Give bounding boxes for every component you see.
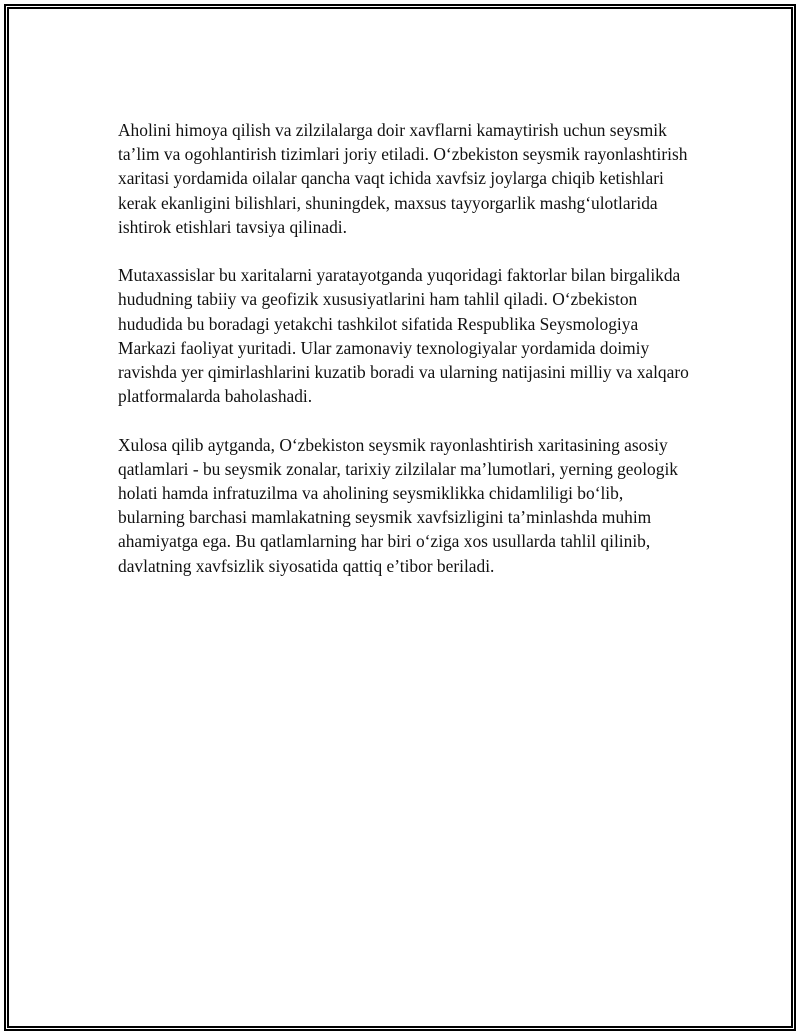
paragraph-3: Xulosa qilib aytganda, O‘zbekiston seysmik rayonlashtirish xaritasining asosiy qatlamlari - bu seysmik zonalar, tarixiy zilzilalar ma’lumotlari, yerning geologik holati hamda infratuzilma va aholining seysmiklikka chidamliligi bo‘lib, bularning barchasi mamlakatning seysmik xavfsizligini ta’minlashda muhim ahamiyatga ega. Bu qatlamlarning har biri o‘ziga xos usullarda tahlil qilinib, davlatning xavfsizlik siyosatida qattiq e’tibor beriladi. (118, 434, 678, 576)
document-body (118, 118, 693, 602)
paragraph-1: Aholini himoya qilish va zilzilalarga doir xavflarni kamaytirish uchun seysmik ta’lim va ogohlantirish tizimlari joriy etiladi. O‘zbekiston seysmik rayonlashtirish xaritasi yordamida oilalar qancha vaqt ichida xavfsiz joylarga chiqib ketishlari kerak ekanligini bilishlari, shuningdek, maxsus tayyorgarlik mashg‘ulotlarida ishtirok etishlari tavsiya qilinadi. (118, 120, 688, 237)
paragraph-2: Mutaxassislar bu xaritalarni yaratayotganda yuqoridagi faktorlar bilan birgalikda hududning tabiiy va geofizik xususiyatlarini ham tahlil qiladi. O‘zbekiston hududida bu boradagi yetakchi tashkilot sifatida Respublika Seysmologiya Markazi faoliyat yuritadi. Ular zamonaviy texnologiyalar yordamida doimiy ravishda yer qimirlashlarini kuzatib boradi va ularning natijasini milliy va xalqaro platformalarda baholashadi. (118, 265, 689, 407)
